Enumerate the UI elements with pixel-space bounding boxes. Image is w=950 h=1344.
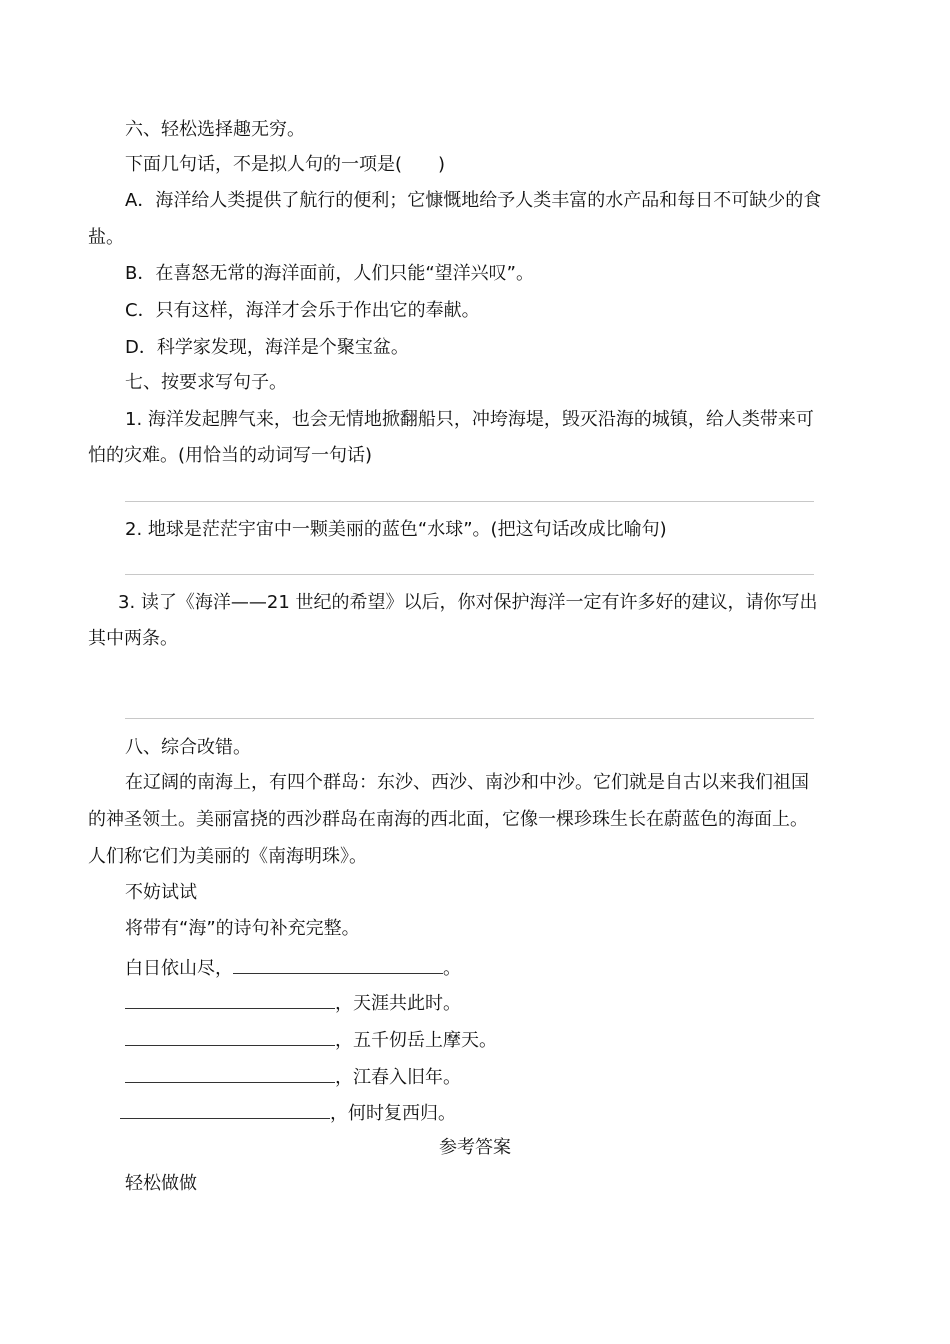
answer-line-q1[interactable] (125, 501, 814, 502)
section6-heading: 六、轻松选择趣无穷。 (125, 119, 305, 140)
option-a-line2: 盐。 (88, 227, 124, 248)
section8-para-line3: 人们称它们为美丽的《南海明珠》。 (88, 846, 367, 867)
poem-line-5 (120, 1100, 456, 1126)
answer-line-q3[interactable] (125, 718, 814, 719)
poem-line-4 (125, 1064, 461, 1090)
poem3-blank[interactable] (125, 1027, 335, 1046)
section8-para-line1: 在辽阔的南海上，有四个群岛：东沙、西沙、南沙和中沙。它们就是自古以来我们祖国 (125, 772, 809, 793)
section8-para-line2: 的神圣领土。美丽富挠的西沙群岛在南海的西北面，它像一棵珍珠生长在蔚蓝色的海面上。 (88, 809, 808, 830)
q3-line1: 3. 读了《海洋——21 世纪的希望》以后，你对保护海洋一定有许多好的建议，请你写出 (118, 592, 818, 613)
try-it-heading: 不妨试试 (125, 882, 197, 903)
poem-line-1 (125, 955, 461, 981)
answers-subheading: 轻松做做 (125, 1173, 197, 1194)
q1-line2: 怕的灾难。(用恰当的动词写一句话) (88, 445, 373, 466)
poem2-blank[interactable] (125, 990, 335, 1009)
answer-line-q2[interactable] (125, 574, 814, 575)
poem1-start: 白日依山尽， (125, 958, 233, 979)
poem5-blank[interactable] (120, 1100, 330, 1119)
poem2-text: ，天涯共此时。 (335, 993, 461, 1014)
section8-heading: 八、综合改错。 (125, 737, 251, 758)
answers-title: 参考答案 (439, 1137, 511, 1158)
section7-heading: 七、按要求写句子。 (125, 372, 287, 393)
q1-line1: 1. 海洋发起脾气来，也会无情地掀翻船只，冲垮海堤，毁灭沿海的城镇，给人类带来可 (125, 409, 814, 430)
option-d: D．科学家发现，海洋是个聚宝盆。 (125, 337, 409, 358)
try-it-instruction: 将带有“海”的诗句补充完整。 (125, 918, 360, 939)
option-c: C．只有这样，海洋才会乐于作出它的奉献。 (125, 300, 480, 321)
option-b: B．在喜怒无常的海洋面前，人们只能“望洋兴叹”。 (125, 263, 534, 284)
poem4-blank[interactable] (125, 1064, 335, 1083)
poem1-blank[interactable] (233, 955, 443, 974)
poem-line-3 (125, 1027, 497, 1053)
q3-line2: 其中两条。 (88, 628, 178, 649)
option-a-line1: A．海洋给人类提供了航行的便利；它慷慨地给予人类丰富的水产品和每日不可缺少的食 (125, 190, 822, 211)
section6-question: 下面几句话，不是拟人句的一项是( ) (125, 154, 446, 175)
poem4-text: ，江春入旧年。 (335, 1067, 461, 1088)
q2: 2. 地球是茫茫宇宙中一颗美丽的蓝色“水球”。(把这句话改成比喻句) (125, 519, 667, 540)
poem-line-2 (125, 990, 461, 1016)
poem1-end: 。 (443, 958, 461, 979)
poem3-text: ，五千仞岳上摩天。 (335, 1030, 497, 1051)
poem5-text: ，何时复西归。 (330, 1103, 456, 1124)
